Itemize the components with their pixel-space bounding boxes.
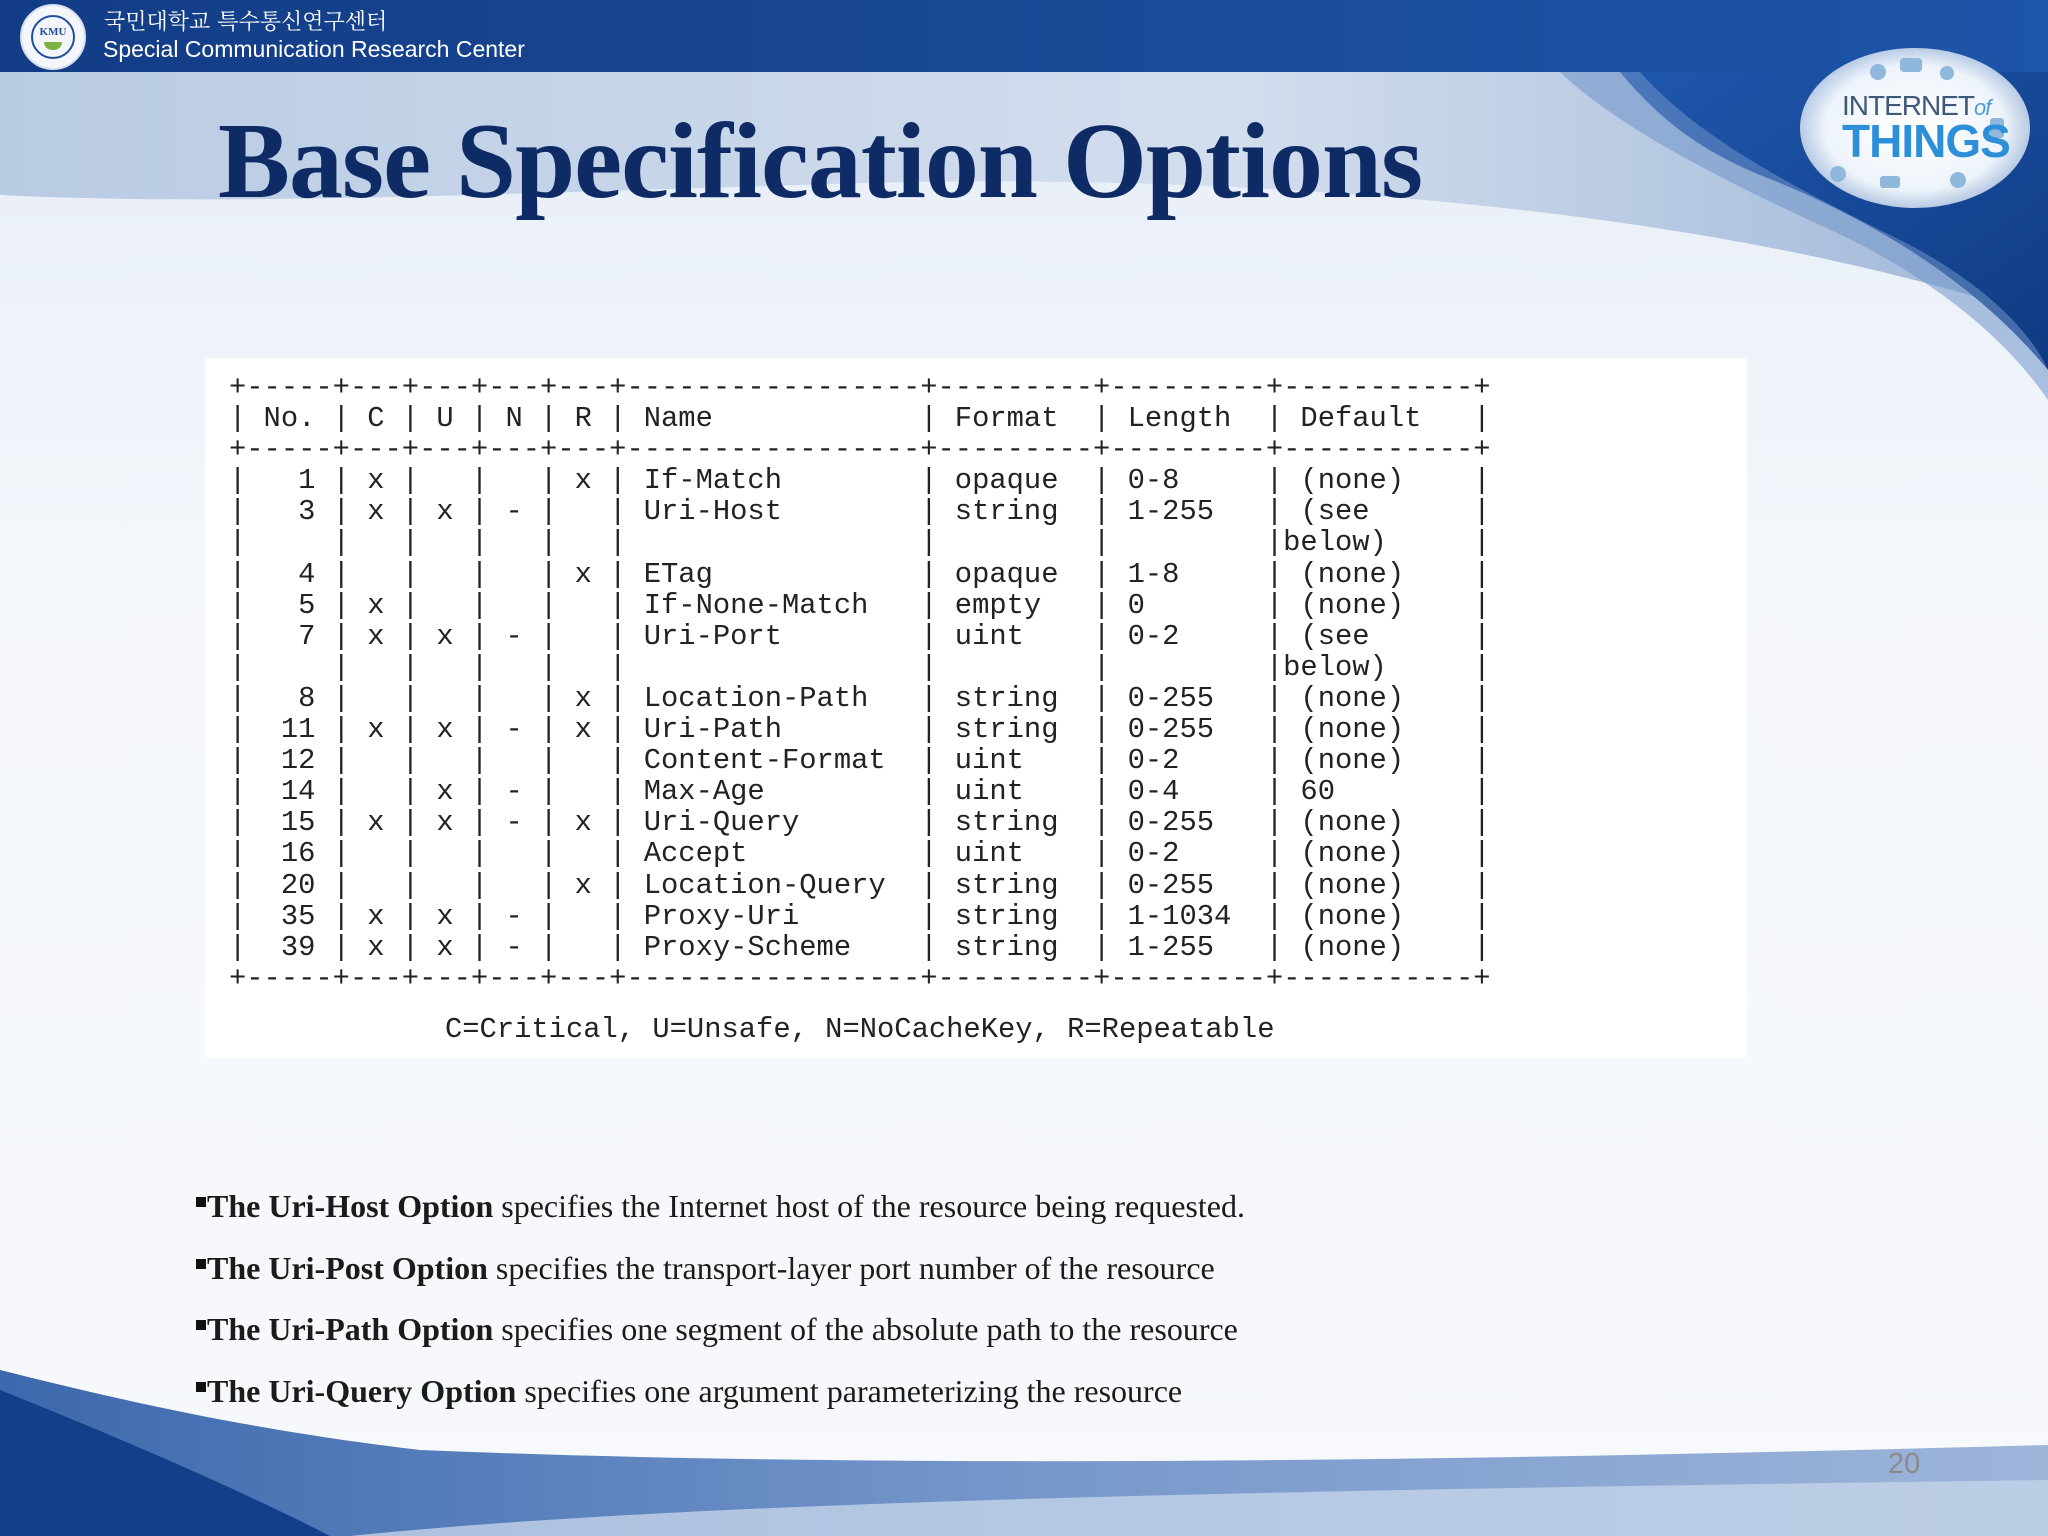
- iot-things-text: THINGS: [1842, 115, 2010, 167]
- options-table-figure: [205, 358, 1747, 1058]
- logo-text: KMU: [39, 26, 67, 38]
- bullet-text: specifies the Internet host of the resource being requested.: [493, 1188, 1245, 1224]
- iot-badge: [1800, 48, 2030, 208]
- table-legend: C=Critical, U=Unsafe, N=NoCacheKey, R=Repeatable: [445, 1013, 1275, 1046]
- bullet-term: The Uri-Post Option: [207, 1249, 488, 1286]
- bullet-marker-icon: [196, 1382, 206, 1392]
- iot-internet-word: INTERNET: [1842, 90, 1974, 121]
- page-number: 20: [1888, 1448, 1921, 1480]
- slide-title: Base Specification Options: [218, 102, 1423, 221]
- kmu-logo: [20, 4, 86, 70]
- bullet-text: specifies one argument parameterizing the resource: [516, 1372, 1183, 1409]
- bullet-item: [196, 1250, 1696, 1312]
- bullet-marker-icon: [196, 1197, 206, 1207]
- org-name-english: Special Communication Research Center: [103, 36, 525, 62]
- bullet-item: [196, 1311, 1696, 1373]
- bullet-item: [196, 1373, 1696, 1435]
- bullet-list: [196, 1188, 1696, 1434]
- iot-of-word: of: [1974, 95, 1991, 120]
- bullet-term: The Uri-Query Option: [207, 1372, 517, 1409]
- bullet-item: [196, 1188, 1696, 1250]
- options-table: +-----+---+---+---+---+-----------------+---------+---------+-----------+ | No. | C | U | N | R | Name | Format | Length | Default | +-----+---+---+---+---+-----------------+---------+---------+-----------+ | 1 | x | | | x | If-Match | opaque | 0-8 | (none) | | 3 | x | x | - | | Uri-Host | string | 1-255 | (see | | | | | | | | | |below) | | 4 | | | | x | ETag | opaque | 1-8 | (none) | | 5 | x | | | | If-None-Match | empty | 0 | (none) | | 7 | x | x | - | | Uri-Port | uint | 0-2 | (see | | | | | | | | | |below) | | 8 | | | | x | Location-Path | string | 0-255 | (none) | | 11 | x | x | - | x | Uri-Path | string | 0-255 | (none) | | 12 | | | | | Content-Format | uint | 0-2 | (none) | | 14 | | x | - | | Max-Age | uint | 0-4 | 60 | | 15 | x | x | - | x | Uri-Query | string | 0-255 | (none) | | 16 | | | | | Accept | uint | 0-2 | (none) | | 20 | | | | x | Location-Query | string | 0-255 | (none) | | 35 | x | x | - | | Proxy-Uri | string | 1-1034 | (none) | | 39 | x | x | - | | Proxy-Scheme | string | 1-255 | (none) | +-----+---+---+---+---+-----------------+---------+---------+-----------+: [229, 371, 1491, 995]
- bullet-marker-icon: [196, 1259, 206, 1269]
- bullet-text: specifies one segment of the absolute path to the resource: [493, 1311, 1238, 1347]
- bullet-marker-icon: [196, 1320, 206, 1330]
- bullet-text: specifies the transport-layer port number of the resource: [487, 1249, 1215, 1286]
- header-bar: [0, 0, 2048, 72]
- bullet-term: The Uri-Host Option: [207, 1188, 494, 1224]
- bullet-term: The Uri-Path Option: [207, 1311, 494, 1347]
- org-name-korean: 국민대학교 특수통신연구센터: [104, 10, 388, 35]
